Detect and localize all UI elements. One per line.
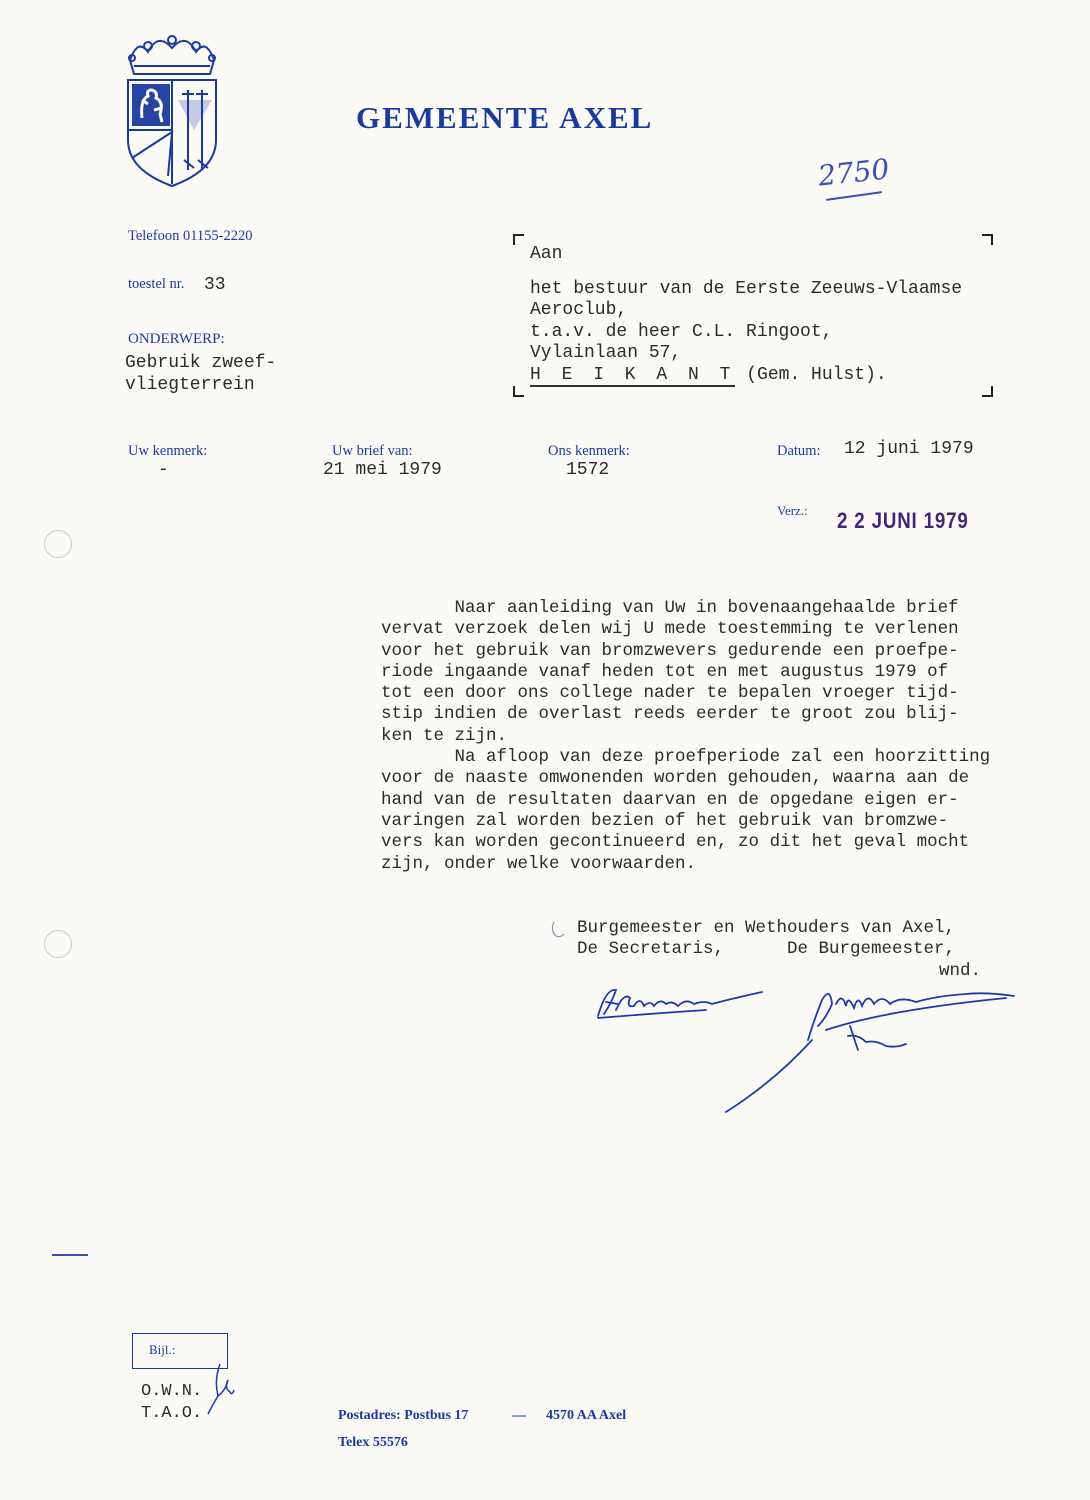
footer-telex: Telex 55576 bbox=[338, 1435, 408, 1450]
extension-label: toestel nr. bbox=[128, 276, 185, 292]
uw-brief-label: Uw brief van: bbox=[332, 443, 413, 459]
dispatch-date-stamp: 2 2 JUNI 1979 bbox=[837, 508, 969, 533]
address-line-2: Aeroclub, bbox=[530, 300, 628, 320]
body-line: voor het gebruik van bromzwevers gedurende een proefpe- bbox=[381, 640, 959, 661]
body-line: zijn, onder welke voorwaarden. bbox=[381, 853, 697, 874]
uw-brief-value: 21 mei 1979 bbox=[323, 460, 442, 480]
body-line: vervat verzoek delen wij U mede toestemming te verlenen bbox=[381, 619, 959, 640]
handwritten-initials bbox=[200, 1360, 240, 1420]
ons-kenmerk-value: 1572 bbox=[566, 460, 610, 480]
body-line: voor de naaste omwonenden worden gehouden, waarna aan de bbox=[381, 768, 970, 789]
address-city-note: (Gem. Hulst). bbox=[746, 364, 887, 385]
extension-value: 33 bbox=[204, 275, 226, 295]
handwritten-signatures bbox=[586, 970, 1026, 1120]
fold-mark bbox=[52, 1254, 88, 1256]
handwritten-number: 2750 bbox=[816, 152, 891, 193]
handwritten-underline bbox=[826, 191, 882, 201]
datum-value: 12 juni 1979 bbox=[844, 439, 974, 459]
address-bracket-top-left bbox=[513, 234, 524, 245]
address-bracket-bottom-left bbox=[513, 386, 524, 397]
body-line: stip indien de overlast reeds eerder te groot zou blij- bbox=[381, 704, 959, 725]
subject-label: ONDERWERP: bbox=[128, 331, 225, 347]
signature-line-2: De Secretaris, De Burgemeester, bbox=[577, 939, 956, 960]
uw-kenmerk-label: Uw kenmerk: bbox=[128, 443, 208, 459]
body-line: hand van de resultaten daarvan en de opgedane eigen er- bbox=[381, 789, 959, 810]
address-bracket-top-right bbox=[982, 234, 993, 245]
signature-line-3: wnd. bbox=[939, 960, 982, 981]
ons-kenmerk-label: Ons kenmerk: bbox=[548, 443, 630, 459]
address-line-4: Vylainlaan 57, bbox=[530, 343, 682, 363]
footer-postcode: 4570 AA Axel bbox=[546, 1408, 627, 1423]
recipient-address bbox=[530, 244, 962, 386]
municipality-title: GEMEENTE AXEL bbox=[356, 100, 654, 135]
body-line: Naar aanleiding van Uw in bovenaangehaalde brief bbox=[381, 598, 959, 618]
attachments-label: Bijl.: bbox=[149, 1342, 176, 1357]
address-bracket-bottom-right bbox=[982, 386, 993, 397]
copy-to-line-1: O.W.N. bbox=[141, 1382, 203, 1401]
coat-of-arms-logo bbox=[118, 30, 226, 188]
address-city-line bbox=[530, 365, 962, 387]
subject-line-2: vliegterrein bbox=[125, 375, 255, 395]
address-city: H E I K A N T bbox=[530, 364, 736, 385]
footer-postadres: Postadres: Postbus 17 bbox=[338, 1408, 469, 1423]
body-line: riode ingaande vanaf heden tot en met augustus 1979 of bbox=[381, 661, 949, 682]
address-line-3: t.a.v. de heer C.L. Ringoot, bbox=[530, 321, 833, 342]
datum-label: Datum: bbox=[777, 443, 821, 459]
phone-label: Telefoon 01155-2220 bbox=[128, 228, 253, 244]
punch-hole-bottom bbox=[44, 930, 72, 958]
signature-line-1: Burgemeester en Wethouders van Axel, bbox=[577, 918, 956, 938]
letter-body bbox=[381, 598, 1041, 875]
body-line: tot een door ons college nader te bepalen vroeger tijd- bbox=[381, 683, 959, 704]
punch-hole-top bbox=[44, 530, 72, 558]
body-line: varingen zal worden bezien of het gebruik van bromzwe- bbox=[381, 810, 949, 831]
pencil-mark bbox=[548, 918, 572, 942]
body-line: ken te zijn. bbox=[381, 725, 508, 746]
footer-dash: — bbox=[512, 1408, 526, 1423]
body-line: vers kan worden gecontinueerd en, zo dit het geval mocht bbox=[381, 832, 970, 853]
uw-kenmerk-value: - bbox=[158, 460, 169, 480]
address-line-1: het bestuur van de Eerste Zeeuws-Vlaamse bbox=[530, 278, 963, 299]
copy-to-line-2: T.A.O. bbox=[141, 1404, 203, 1423]
body-line: Na afloop van deze proefperiode zal een hoorzitting bbox=[381, 747, 991, 768]
verz-label: Verz.: bbox=[777, 503, 808, 518]
address-salutation: Aan bbox=[530, 244, 563, 264]
subject-line-1: Gebruik zweef- bbox=[125, 353, 277, 373]
